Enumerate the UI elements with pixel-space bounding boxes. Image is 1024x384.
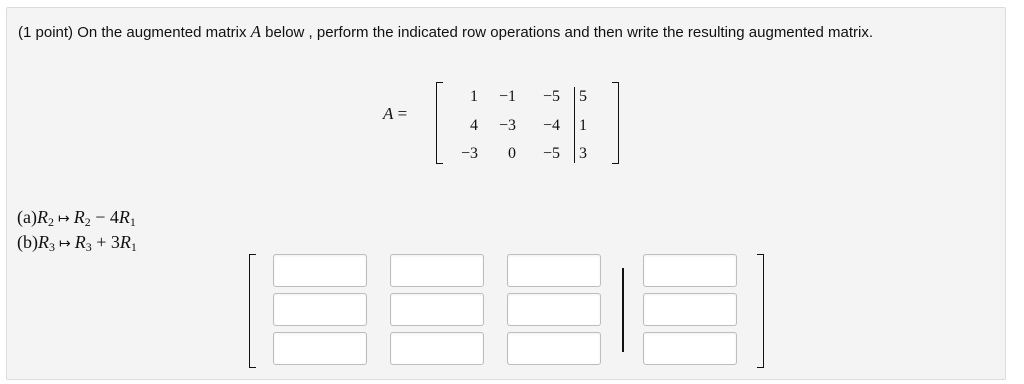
matrix-cell: −5 [542, 145, 560, 163]
answer-right-bracket [757, 254, 764, 368]
operation-b: $(b)R_3$ ↦ $R_3 + 3R_1$ [17, 232, 137, 254]
answer-input-r2c2[interactable] [390, 293, 484, 326]
given-augment-divider [574, 87, 575, 163]
matrix-cell: 4 [470, 116, 478, 134]
equals-sign: = [397, 104, 408, 123]
answer-input-r3c1[interactable] [273, 332, 367, 365]
matrix-label [383, 104, 407, 124]
given-left-bracket [436, 82, 443, 164]
matrix-cell-augmented: 3 [579, 145, 587, 163]
matrix-cell-augmented: 5 [579, 88, 587, 106]
answer-input-r3c4[interactable] [643, 332, 737, 365]
matrix-variable: A [250, 22, 262, 41]
operation-a: $(a)R_2$ ↦ $R_2 - 4R_1$ [17, 207, 136, 229]
answer-input-r2c1[interactable] [273, 293, 367, 326]
matrix-cell: −3 [498, 116, 516, 134]
row-operations [17, 206, 137, 256]
answer-input-r2c4[interactable] [643, 293, 737, 326]
problem-panel [6, 7, 1006, 380]
maps-to-icon: ↦ [59, 237, 71, 252]
maps-to-icon: ↦ [57, 212, 70, 227]
problem-prefix: (1 point) On the augmented matrix [18, 24, 251, 41]
matrix-name: A [383, 104, 394, 123]
answer-input-r3c3[interactable] [507, 332, 601, 365]
answer-input-r1c3[interactable] [507, 254, 601, 287]
matrix-cell: −4 [542, 116, 560, 134]
matrix-cell: −3 [460, 145, 478, 163]
answer-input-r1c4[interactable] [643, 254, 737, 287]
matrix-cell: 0 [508, 145, 516, 163]
given-right-bracket [612, 82, 619, 164]
answer-input-r1c2[interactable] [390, 254, 484, 287]
problem-statement [18, 22, 873, 42]
answer-input-r2c3[interactable] [507, 293, 601, 326]
problem-suffix: below , perform the indicated row operations and then write the resulting augmented matrix. [261, 24, 874, 41]
matrix-cell-augmented: 1 [579, 116, 587, 134]
answer-input-r3c2[interactable] [390, 332, 484, 365]
answer-augment-divider [622, 268, 624, 352]
matrix-cell: 1 [470, 88, 478, 106]
given-matrix [446, 83, 600, 169]
answer-left-bracket [249, 254, 256, 368]
matrix-cell: −5 [542, 88, 560, 106]
matrix-cell: −1 [498, 88, 516, 106]
answer-input-r1c1[interactable] [273, 254, 367, 287]
